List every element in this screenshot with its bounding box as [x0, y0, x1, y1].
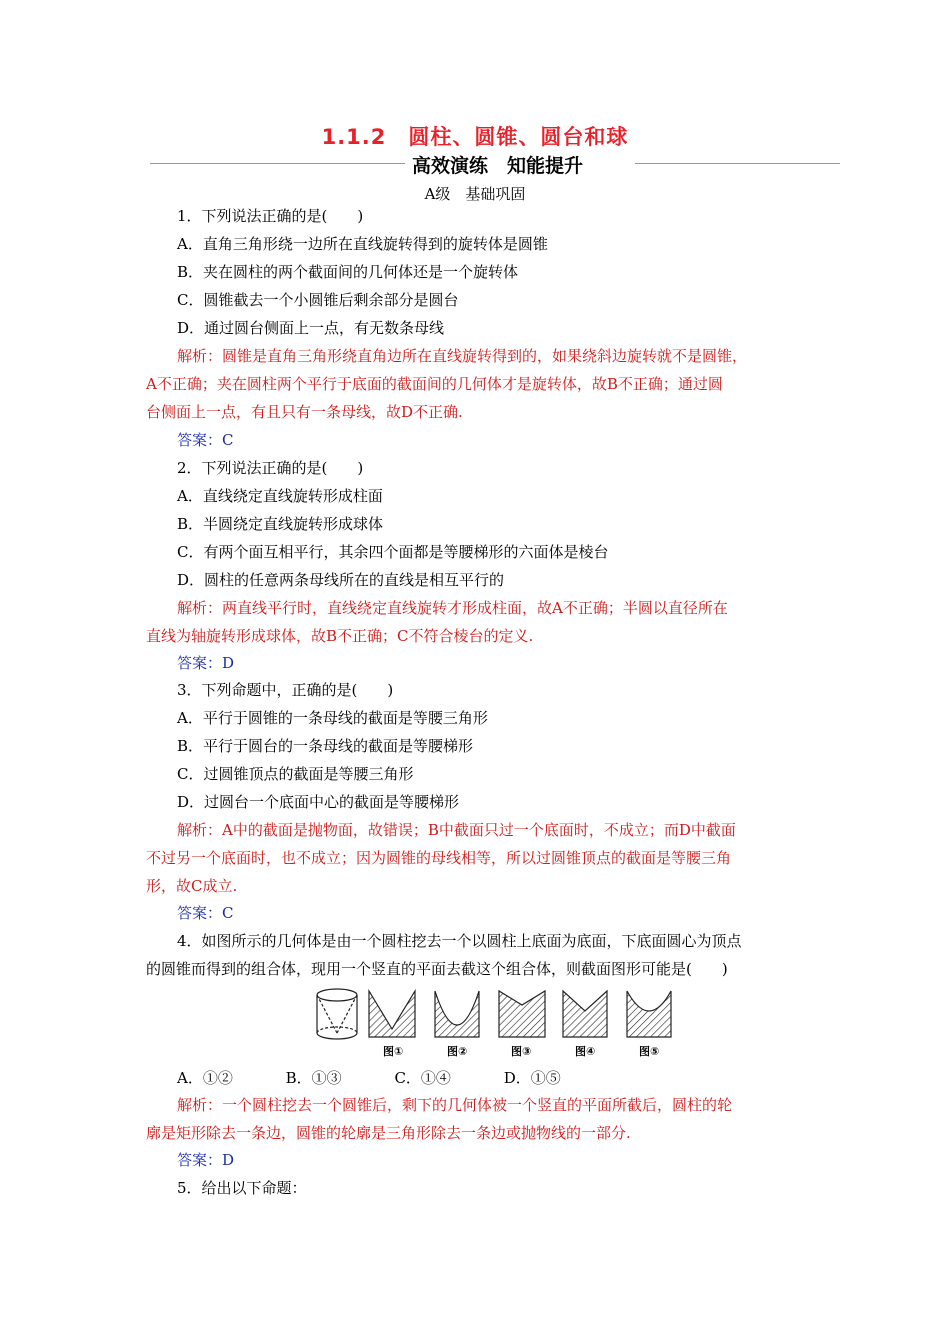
question-1-stem: 1．下列说法正确的是( ): [177, 207, 364, 225]
section-figure-5: [627, 991, 671, 1037]
question-3-analysis-line: 解析：A中的截面是抛物面，故错误；B中截面只过一个底面时，不成立；而D中截面: [177, 821, 736, 839]
question-5-stem: 5．给出以下命题：: [177, 1179, 307, 1197]
question-3-option-a: A．平行于圆锥的一条母线的截面是等腰三角形: [177, 709, 488, 727]
question-2-option-d: D．圆柱的任意两条母线所在的直线是相互平行的: [177, 571, 505, 589]
question-3-option-d: D．过圆台一个底面中心的截面是等腰梯形: [177, 793, 460, 811]
question-2-analysis-line: 解析：两直线平行时，直线绕定直线旋转才形成柱面，故A不正确；半圆以直径所在: [177, 599, 728, 617]
section-banner: [150, 151, 840, 177]
banner-rule-right: [635, 163, 840, 164]
question-3-analysis-line: 形，故C成立.: [146, 877, 238, 895]
question-4-stem-line: 的圆锥而得到的组合体，现用一个竖直的平面去截这个组合体，则截面图形可能是( ): [146, 960, 728, 978]
figure-label-4: 图④: [575, 1045, 596, 1058]
question-1-option-b: B．夹在圆柱的两个截面间的几何体还是一个旋转体: [177, 263, 519, 281]
question-2-option-a: A．直线绕定直线旋转形成柱面: [177, 487, 383, 505]
question-1-analysis-line: 解析：圆锥是直角三角形绕直角边所在直线旋转得到的，如果绕斜边旋转就不是圆锥，: [177, 347, 748, 365]
section-figure-1: [369, 991, 415, 1037]
question-2-option-b: B．半圆绕定直线旋转形成球体: [177, 515, 384, 533]
question-4-analysis-line: 解析：一个圆柱挖去一个圆锥后，剩下的几何体被一个竖直的平面所截后，圆柱的轮: [177, 1096, 733, 1114]
question-4-analysis-line: 廓是矩形除去一条边，圆锥的轮廓是三角形除去一条边或抛物线的一部分.: [146, 1124, 631, 1142]
figure-label-3: 图③: [511, 1045, 532, 1058]
question-2-analysis-line: 直线为轴旋转形成球体，故B不正确；C不符合棱台的定义.: [146, 627, 534, 645]
question-3-analysis-line: 不过另一个底面时，也不成立；因为圆锥的母线相等，所以过圆锥顶点的截面是等腰三角: [146, 849, 732, 867]
question-4-choices: [177, 1067, 609, 1088]
question-1-option-a: A．直角三角形绕一边所在直线旋转得到的旋转体是圆锥: [177, 235, 548, 253]
figure-label-2: 图②: [447, 1045, 468, 1058]
section-figure-2: [435, 991, 479, 1037]
question-1-option-c: C．圆锥截去一个小圆锥后剩余部分是圆台: [177, 291, 459, 309]
question-1-analysis-line: 台侧面上一点，有且只有一条母线，故D不正确.: [146, 403, 463, 421]
question-4-choice-c: C．①④: [394, 1069, 451, 1087]
question-4-figure: [313, 985, 673, 1060]
question-1-answer: 答案：C: [177, 431, 234, 449]
question-3-option-b: B．平行于圆台的一条母线的截面是等腰梯形: [177, 737, 474, 755]
question-3-answer: 答案：C: [177, 904, 234, 922]
section-figure-4: [563, 991, 607, 1037]
question-1-analysis-line: A不正确；夹在圆柱两个平行于底面的截面间的几何体才是旋转体，故B不正确；通过圆: [146, 375, 723, 393]
question-4-choice-a: A．①②: [177, 1069, 233, 1087]
question-4-answer: 答案：D: [177, 1151, 235, 1169]
page-title: 1.1.2 圆柱、圆锥、圆台和球: [321, 125, 629, 149]
question-3-option-c: C．过圆锥顶点的截面是等腰三角形: [177, 765, 414, 783]
question-1-option-d: D．通过圆台侧面上一点，有无数条母线: [177, 319, 445, 337]
question-3-stem: 3．下列命题中，正确的是( ): [177, 681, 394, 699]
question-2-stem: 2．下列说法正确的是( ): [177, 459, 364, 477]
figure-label-1: 图①: [383, 1045, 404, 1058]
banner-text: 高效演练 知能提升: [412, 155, 584, 177]
question-2-answer: 答案：D: [177, 654, 235, 672]
level-heading: A级 基础巩固: [424, 185, 526, 203]
cylinder-solid-drawing: [317, 989, 357, 1039]
question-4-choice-d: D．①⑤: [503, 1069, 561, 1087]
question-2-option-c: C．有两个面互相平行，其余四个面都是等腰梯形的六面体是棱台: [177, 543, 609, 561]
cross-section-figures: [313, 985, 673, 1060]
question-4-choice-b: B．①③: [285, 1069, 342, 1087]
section-figure-3: [499, 991, 545, 1037]
banner-rule-left: [150, 163, 405, 164]
figure-label-5: 图⑤: [639, 1045, 660, 1058]
question-4-stem-line: 4．如图所示的几何体是由一个圆柱挖去一个以圆柱上底面为底面，下底面圆心为顶点: [177, 932, 742, 950]
